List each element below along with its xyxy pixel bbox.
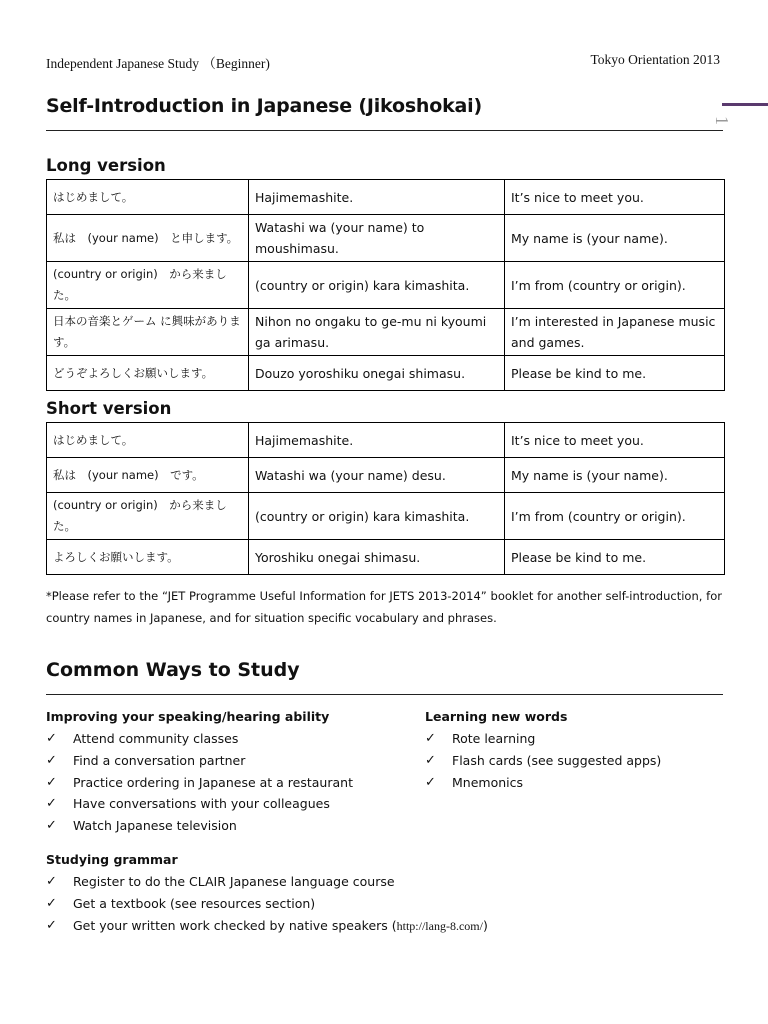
english-cell: I’m from (country or origin). xyxy=(505,262,725,309)
reference-note: *Please refer to the “JET Programme Useful Information for JETS 2013-2014” booklet for another self-introduction, for country names in Japanese, and for situation specific vocabulary and phrases. xyxy=(46,589,722,625)
checkmark-icon: ✓ xyxy=(425,774,436,790)
romaji-cell: (country or origin) kara kimashita. xyxy=(249,493,505,540)
table-row xyxy=(47,356,725,391)
lang8-link[interactable]: http://lang-8.com/ xyxy=(396,918,483,933)
list-item: ✓ Get your written work checked by native speakers (http://lang-8.com/) xyxy=(46,915,726,937)
short-version-heading: Short version xyxy=(46,399,172,418)
japanese-cell: よろしくお願いします。 xyxy=(47,540,249,575)
study-divider xyxy=(46,694,723,695)
japanese-cell: 私は (your name) と申します。 xyxy=(47,215,249,262)
list-item: ✓ Get a textbook (see resources section) xyxy=(46,893,726,915)
romaji-cell: Douzo yoroshiku onegai shimasu. xyxy=(249,356,505,391)
grammar-heading: Studying grammar xyxy=(46,852,178,867)
japanese-cell: 日本の音楽とゲーム に興味があります。 xyxy=(47,309,249,356)
japanese-cell: (country or origin) から来ました。 xyxy=(47,493,249,540)
japanese-cell: 私は (your name) です。 xyxy=(47,458,249,493)
romaji-cell: Watashi wa (your name) to moushimasu. xyxy=(249,215,505,262)
romaji-cell: Yoroshiku onegai shimasu. xyxy=(249,540,505,575)
checkmark-icon: ✓ xyxy=(46,731,57,746)
english-cell: My name is (your name). xyxy=(505,458,725,493)
accent-bar xyxy=(722,103,768,106)
list-item: ✓ Watch Japanese television xyxy=(46,815,416,837)
grammar-list xyxy=(46,871,726,936)
checkmark-icon: ✓ xyxy=(46,917,57,933)
list-item: ✓ Attend community classes xyxy=(46,728,416,750)
title-divider xyxy=(46,130,723,131)
list-item: ✓ Practice ordering in Japanese at a restaurant xyxy=(46,772,416,794)
romaji-cell: Watashi wa (your name) desu. xyxy=(249,458,505,493)
words-heading: Learning new words xyxy=(425,709,568,724)
list-item: ✓ Find a conversation partner xyxy=(46,750,416,772)
english-cell: I’m from (country or origin). xyxy=(505,493,725,540)
japanese-cell: はじめまして。 xyxy=(47,180,249,215)
words-list xyxy=(425,728,725,793)
japanese-cell: はじめまして。 xyxy=(47,423,249,458)
japanese-cell: (country or origin) から来ました。 xyxy=(47,262,249,309)
list-item: ✓ Rote learning xyxy=(425,728,725,750)
checkmark-icon: ✓ xyxy=(46,818,57,834)
english-cell: It’s nice to meet you. xyxy=(505,423,725,458)
checkmark-icon: ✓ xyxy=(46,796,57,812)
romaji-cell: Nihon no ongaku to ge-mu ni kyoumi ga arimasu. xyxy=(249,309,505,356)
table-row xyxy=(47,215,725,262)
header-course-title: Independent Japanese Study （Beginner) xyxy=(46,56,270,71)
page-number: 1 xyxy=(712,116,732,125)
long-version-table xyxy=(46,179,725,391)
speaking-list xyxy=(46,728,416,837)
table-row xyxy=(47,493,725,540)
checkmark-icon: ✓ xyxy=(46,774,57,790)
speaking-section xyxy=(46,706,416,837)
study-heading: Common Ways to Study xyxy=(46,659,300,681)
table-row xyxy=(47,262,725,309)
table-row xyxy=(47,540,725,575)
list-item: ✓ Flash cards (see suggested apps) xyxy=(425,750,725,772)
list-item: ✓ Register to do the CLAIR Japanese language course xyxy=(46,871,726,893)
english-cell: It’s nice to meet you. xyxy=(505,180,725,215)
checkmark-icon: ✓ xyxy=(46,752,57,768)
checkmark-icon: ✓ xyxy=(425,731,436,746)
english-cell: My name is (your name). xyxy=(505,215,725,262)
table-row xyxy=(47,458,725,493)
english-cell: I’m interested in Japanese music and games. xyxy=(505,309,725,356)
header-event: Tokyo Orientation 2013 xyxy=(590,52,720,67)
speaking-heading: Improving your speaking/hearing ability xyxy=(46,709,330,724)
romaji-cell: (country or origin) kara kimashita. xyxy=(249,262,505,309)
checkmark-icon: ✓ xyxy=(46,874,57,889)
grammar-section xyxy=(46,849,726,936)
list-item: ✓ Have conversations with your colleagues xyxy=(46,793,416,815)
english-cell: Please be kind to me. xyxy=(505,540,725,575)
japanese-cell: どうぞよろしくお願いします。 xyxy=(47,356,249,391)
romaji-cell: Hajimemashite. xyxy=(249,180,505,215)
table-row xyxy=(47,309,725,356)
table-row xyxy=(47,180,725,215)
list-item: ✓ Mnemonics xyxy=(425,772,725,794)
words-section xyxy=(425,706,725,793)
checkmark-icon: ✓ xyxy=(425,752,436,768)
english-cell: Please be kind to me. xyxy=(505,356,725,391)
checkmark-icon: ✓ xyxy=(46,895,57,911)
long-version-heading: Long version xyxy=(46,156,166,175)
page-title: Self-Introduction in Japanese (Jikoshokai) xyxy=(46,95,482,117)
short-version-table xyxy=(46,422,725,575)
romaji-cell: Hajimemashite. xyxy=(249,423,505,458)
table-row xyxy=(47,423,725,458)
